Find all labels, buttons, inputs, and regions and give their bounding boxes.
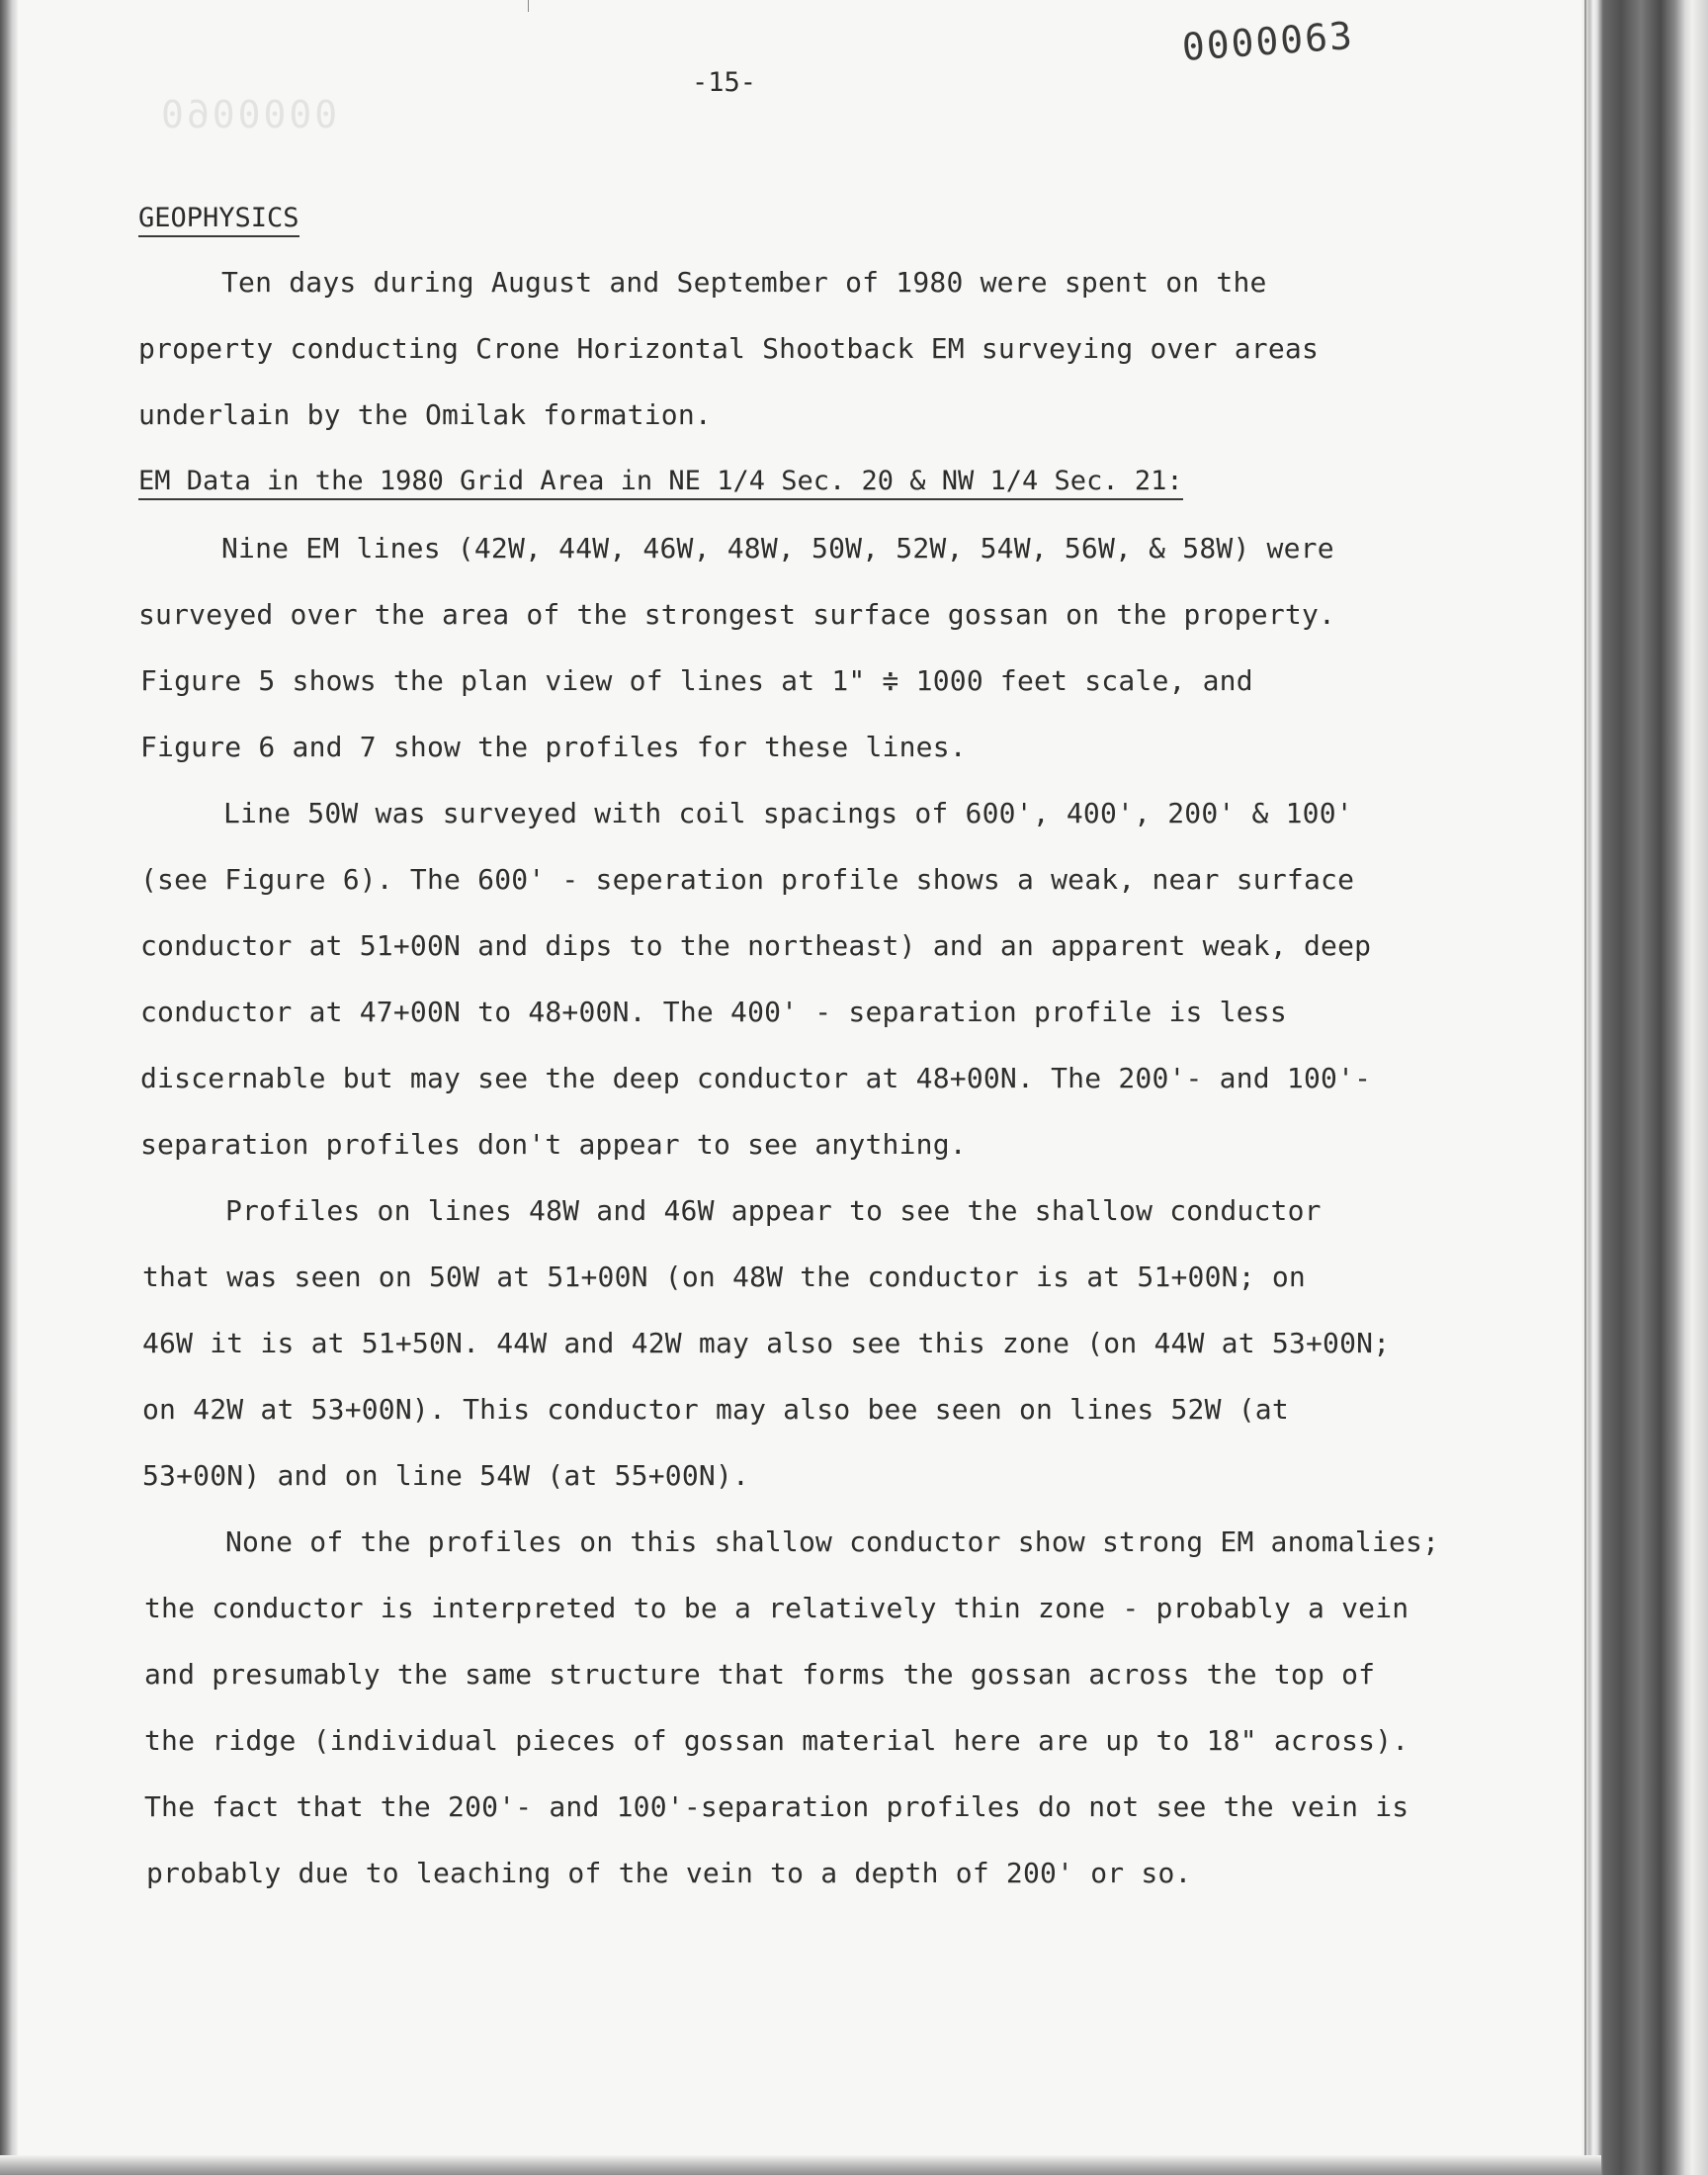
text-line: Profiles on lines 48W and 46W appear to see the shallow conductor xyxy=(225,1194,1322,1227)
text-line: the conductor is interpreted to be a relatively thin zone - probably a vein xyxy=(144,1592,1409,1624)
text-line: that was seen on 50W at 51+00N (on 48W the conductor is at 51+00N; on xyxy=(142,1261,1306,1293)
text-line: Ten days during August and September of 1980 were spent on the xyxy=(221,266,1267,299)
text-line: separation profiles don't appear to see anything. xyxy=(140,1128,967,1161)
text-line: underlain by the Omilak formation. xyxy=(138,398,712,431)
text-line: (see Figure 6). The 600' - seperation profile shows a weak, near surface xyxy=(140,863,1355,896)
text-line: conductor at 51+00N and dips to the northeast) and an apparent weak, deep xyxy=(140,929,1372,962)
text-line: the ridge (individual pieces of gossan material here are up to 18" across). xyxy=(144,1724,1409,1757)
text-line: probably due to leaching of the vein to a depth of 200' or so. xyxy=(146,1857,1192,1889)
text-line: discernable but may see the deep conductor at 48+00N. The 200'- and 100'- xyxy=(140,1062,1372,1094)
text-line: and presumably the same structure that forms the gossan across the top of xyxy=(144,1658,1376,1691)
text-line: Figure 6 and 7 show the profiles for these lines. xyxy=(140,731,967,763)
left-scan-edge xyxy=(0,0,18,2175)
text-line: Nine EM lines (42W, 44W, 46W, 48W, 50W, 52W, 54W, 56W, & 58W) were xyxy=(221,532,1334,565)
text-line: 46W it is at 51+50N. 44W and 42W may also see this zone (on 44W at 53+00N; xyxy=(142,1327,1391,1359)
text-line: Figure 5 shows the plan view of lines at 1" ≑ 1000 feet scale, and xyxy=(140,664,1253,697)
text-line: conductor at 47+00N to 48+00N. The 400' - separation profile is less xyxy=(140,996,1287,1028)
bottom-scan-edge xyxy=(0,2155,1601,2175)
text-line: The fact that the 200'- and 100'-separation profiles do not see the vein is xyxy=(144,1790,1409,1823)
text-line: None of the profiles on this shallow conductor show strong EM anomalies; xyxy=(225,1525,1440,1558)
text-line: Line 50W was surveyed with coil spacings of 600', 400', 200' & 100' xyxy=(223,797,1353,829)
binding-edge xyxy=(1581,0,1708,2175)
subsection-heading: EM Data in the 1980 Grid Area in NE 1/4 Sec. 20 & NW 1/4 Sec. 21: xyxy=(138,467,1183,500)
text-line: on 42W at 53+00N). This conductor may also bee seen on lines 52W (at xyxy=(142,1393,1289,1426)
section-heading: GEOPHYSICS xyxy=(138,204,299,237)
text-line: 53+00N) and on line 54W (at 55+00N). xyxy=(142,1459,750,1492)
page-number: -15- xyxy=(692,67,757,98)
document-id-stamp: 0000063 xyxy=(1180,13,1356,69)
top-scan-mark xyxy=(528,0,529,12)
text-line: surveyed over the area of the strongest surface gossan on the property. xyxy=(138,598,1336,631)
text-line: property conducting Crone Horizontal Shootback EM surveying over areas xyxy=(138,332,1320,365)
bleed-through-id: 0000060 xyxy=(158,93,338,136)
page-edge-line xyxy=(1584,0,1586,2175)
